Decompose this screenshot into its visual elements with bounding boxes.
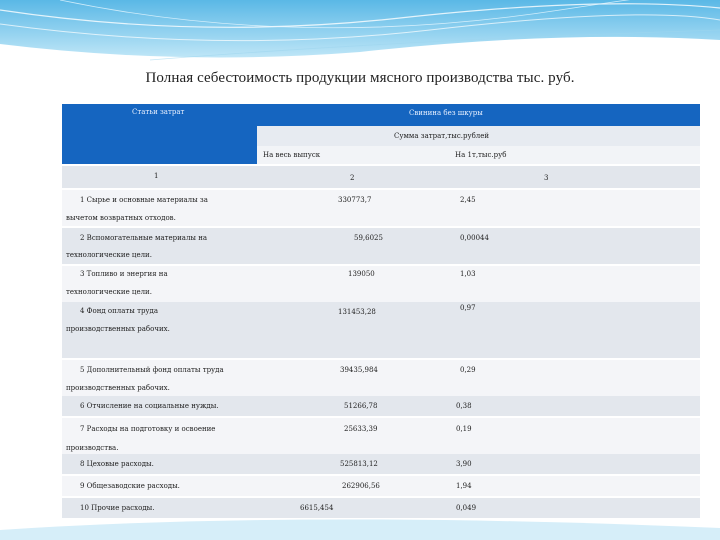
- cost-item-label: 8 Цеховые расходы.: [80, 460, 154, 468]
- total-value: 525813,12: [340, 460, 378, 468]
- header-total-label: На весь выпуск: [263, 151, 321, 159]
- per-ton-value: 0,049: [456, 504, 477, 512]
- cost-item-label: 2 Вспомогательные материалы на: [80, 234, 208, 242]
- table-row: [62, 266, 700, 302]
- total-value: 330773,7: [338, 196, 372, 204]
- per-ton-value: 0,00044: [460, 234, 489, 242]
- page-title: Полная себестоимость продукции мясного производства тыс. руб.: [145, 70, 575, 86]
- table-row: [62, 360, 700, 396]
- cost-item-label-cont: производства.: [66, 444, 119, 452]
- cost-item-label: 4 Фонд оплаты труда: [80, 307, 159, 315]
- per-ton-value: 0,19: [456, 425, 472, 433]
- total-value: 131453,28: [338, 308, 376, 316]
- table-row: [62, 190, 700, 226]
- header-sum: [257, 126, 700, 147]
- header-col2-label: Свинина без шкуры: [409, 109, 483, 117]
- header-subcolumns: [257, 146, 700, 164]
- column-number-3: 3: [544, 174, 549, 182]
- cost-item-label-cont: технологические цели.: [66, 251, 152, 259]
- per-ton-value: 3,90: [456, 460, 472, 468]
- per-ton-value: 0,38: [456, 402, 472, 410]
- table-row: [62, 476, 700, 496]
- per-ton-value: 1,03: [460, 270, 476, 278]
- table-row: [62, 418, 700, 454]
- header-per-ton-label: На 1т,тыс.руб: [455, 151, 507, 159]
- cost-item-label-cont: вычетом возвратных отходов.: [66, 214, 176, 222]
- per-ton-value: 0,29: [460, 366, 476, 374]
- per-ton-value: 0,97: [460, 304, 476, 312]
- table-row: [62, 396, 700, 416]
- total-value: 262906,56: [342, 482, 380, 490]
- header-col1-label: Статьи затрат: [132, 108, 185, 116]
- cost-item-label: 7 Расходы на подготовку и освоение: [80, 425, 216, 433]
- total-value: 59,6025: [354, 234, 383, 242]
- cost-item-label-cont: производственных рабочих.: [66, 325, 170, 333]
- total-value: 139050: [348, 270, 375, 278]
- total-value: 25633,39: [344, 425, 378, 433]
- column-number-row: [62, 166, 700, 188]
- table-row: [62, 498, 700, 518]
- column-number-1: 1: [154, 172, 159, 180]
- header-product: [257, 104, 700, 126]
- cost-item-label: 3 Топливо и энергия на: [80, 270, 168, 278]
- table-row: [62, 228, 700, 264]
- cost-item-label: 1 Сырье и основные материалы за: [80, 196, 208, 204]
- header-cost-items: [62, 104, 257, 164]
- cost-item-label-cont: технологические цели.: [66, 288, 152, 296]
- column-number-2: 2: [350, 174, 355, 182]
- header-sum-label: Сумма затрат,тыс.рублей: [394, 132, 490, 140]
- cost-item-label: 5 Дополнительный фонд оплаты труда: [80, 366, 224, 374]
- table-row: [62, 454, 700, 474]
- per-ton-value: 2,45: [460, 196, 476, 204]
- total-value: 51266,78: [344, 402, 378, 410]
- per-ton-value: 1,94: [456, 482, 472, 490]
- table-row: [62, 302, 700, 358]
- cost-item-label-cont: производственных рабочих.: [66, 384, 170, 392]
- cost-item-label: 10 Прочие расходы.: [80, 504, 155, 512]
- cost-item-label: 9 Общезаводские расходы.: [80, 482, 180, 490]
- total-value: 6615,454: [300, 504, 334, 512]
- total-value: 39435,984: [340, 366, 378, 374]
- cost-item-label: 6 Отчисление на социальные нужды.: [80, 402, 219, 410]
